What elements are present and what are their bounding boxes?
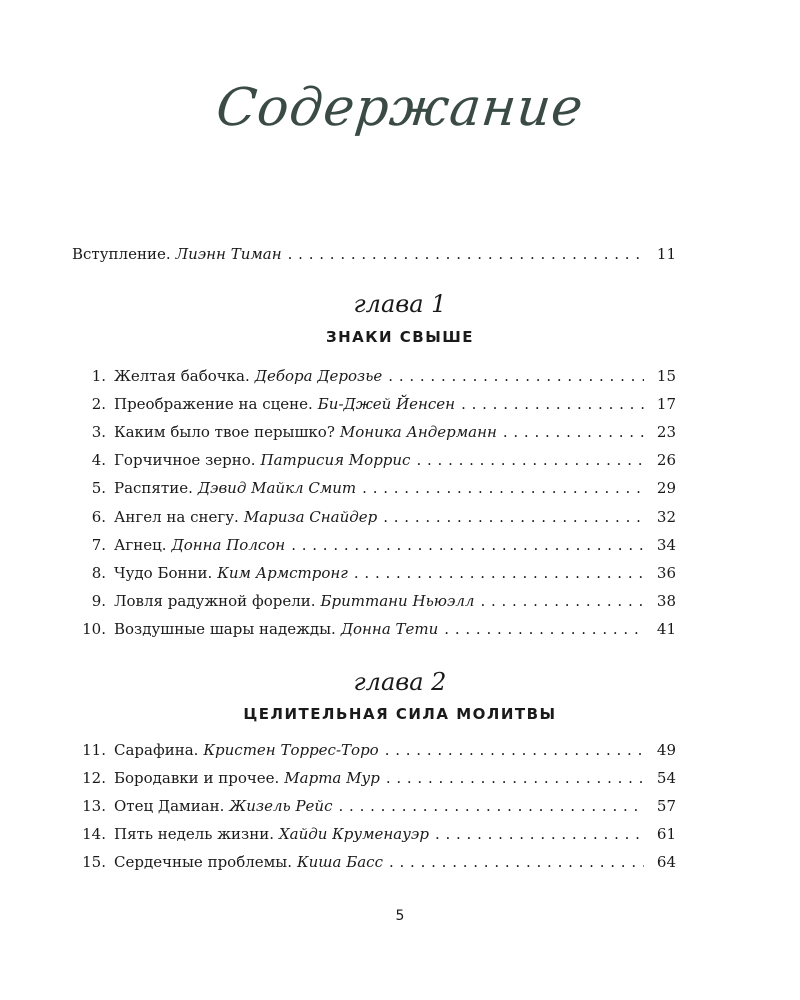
toc-entry[interactable] (72, 448, 676, 472)
entry-title: Желтая бабочка. (114, 367, 250, 385)
entry-title: Горчичное зерно. (114, 451, 256, 470)
entry-page: 54 (656, 769, 676, 788)
entry-title: Чудо Бонни. (114, 563, 213, 582)
toc-entry[interactable] (72, 617, 676, 641)
entry-author: Киша Басс (297, 853, 383, 872)
entry-page: 61 (656, 825, 676, 844)
entry-author: Моника Андерманн (339, 423, 497, 442)
entry-author: Мариза Снайдер (243, 507, 378, 526)
entry-author: Бриттани Ньюэлл (320, 591, 475, 610)
chapter-2-name: ЦЕЛИТЕЛЬНАЯ СИЛА МОЛИТВЫ (243, 705, 557, 723)
entry-page: 34 (656, 535, 676, 554)
entry-author: Донна Тети (340, 619, 439, 638)
toc-entry[interactable] (72, 364, 676, 388)
toc-entry[interactable] (72, 505, 676, 529)
entry-title: Вступление. (72, 245, 171, 263)
chapter-1-name: ЗНАКИ СВЫШЕ (325, 328, 475, 346)
entry-author: Лиэнн Тиман (175, 245, 282, 263)
entry-page: 26 (656, 451, 676, 470)
entry-page: 57 (656, 797, 676, 816)
dot-leader (388, 364, 644, 388)
entry-author: Кристен Торрес-Торо (203, 741, 379, 759)
entry-page: 36 (656, 563, 676, 582)
entry-number: 12. (82, 769, 106, 788)
entry-number: 11. (82, 741, 106, 759)
entry-page: 17 (656, 395, 676, 414)
entry-title: Сердечные проблемы. (114, 853, 293, 872)
entry-title: Сарафина. (114, 741, 199, 759)
toc-entry[interactable] (72, 738, 676, 762)
entry-title: Пять недель жизни. (114, 825, 274, 844)
entry-page: 11 (656, 245, 676, 263)
chapter-1-label: глава 1 (353, 290, 447, 318)
toc-entry[interactable] (72, 589, 676, 613)
entry-number: 13. (82, 797, 106, 816)
toc-entry[interactable] (72, 476, 676, 500)
entry-title: Отец Дамиан. (114, 797, 225, 816)
dot-leader (386, 766, 644, 790)
entry-author: Ким Армстронг (217, 563, 348, 582)
entry-author: Хайди Круменауэр (278, 825, 429, 844)
entry-number: 15. (82, 853, 106, 872)
entry-title: Агнец. (114, 535, 167, 554)
entry-number: 7. (91, 535, 106, 554)
dot-leader (385, 738, 644, 762)
entry-page: 41 (656, 619, 676, 638)
entry-number: 14. (82, 825, 106, 844)
dot-leader (288, 242, 644, 266)
entry-number: 10. (82, 619, 106, 638)
entry-number: 8. (91, 563, 106, 582)
entry-page: 15 (656, 367, 676, 385)
toc-entry[interactable] (72, 561, 676, 585)
toc-entry[interactable] (72, 420, 676, 444)
dot-leader (503, 420, 644, 444)
entry-title: Ловля радужной форели. (114, 591, 316, 610)
entry-number: 2. (91, 395, 106, 414)
dot-leader (389, 850, 644, 874)
chapter-2-label: глава 2 (353, 668, 447, 696)
dot-leader (339, 794, 645, 818)
dot-leader (354, 561, 644, 585)
entry-number: 3. (91, 423, 106, 442)
entry-title: Бородавки и прочее. (114, 769, 280, 788)
page-title: Содержание (213, 78, 587, 138)
entry-page: 49 (656, 741, 676, 759)
dot-leader (480, 589, 644, 613)
entry-page: 32 (656, 507, 676, 526)
entry-number: 9. (91, 591, 106, 610)
entry-title: Распятие. (114, 479, 193, 498)
entry-number: 1. (91, 367, 106, 385)
entry-title: Преображение на сцене. (114, 395, 313, 414)
dot-leader (444, 617, 644, 641)
dot-leader (291, 533, 644, 557)
entry-number: 4. (91, 451, 106, 470)
entry-number: 6. (91, 507, 106, 526)
dot-leader (362, 476, 644, 500)
entry-author: Дэвид Майкл Смит (197, 479, 357, 498)
entry-title: Ангел на снегу. (114, 507, 239, 526)
entry-author: Жизель Рейс (229, 797, 333, 816)
entry-page: 29 (656, 479, 676, 498)
entry-author: Патрисия Моррис (260, 451, 411, 470)
dot-leader (416, 448, 644, 472)
entry-number: 5. (91, 479, 106, 498)
entry-page: 23 (656, 423, 676, 442)
entry-author: Би-Джей Йенсен (317, 395, 456, 414)
toc-entry[interactable] (72, 533, 676, 557)
entry-page: 38 (656, 591, 676, 610)
toc-entry[interactable] (72, 794, 676, 818)
dot-leader (383, 505, 644, 529)
dot-leader (435, 822, 644, 846)
toc-entry-intro[interactable] (72, 242, 676, 266)
toc-entry[interactable] (72, 850, 676, 874)
entry-author: Донна Полсон (171, 535, 286, 554)
entry-author: Марта Мур (284, 769, 380, 788)
entry-page: 64 (656, 853, 676, 872)
entry-author: Дебора Дерозье (254, 367, 383, 385)
toc-entry[interactable] (72, 766, 676, 790)
toc-entry[interactable] (72, 822, 676, 846)
entry-title: Воздушные шары надежды. (114, 619, 336, 638)
entry-title: Каким было твое перышко? (114, 423, 335, 442)
page-number: 5 (395, 908, 405, 924)
dot-leader (461, 392, 644, 416)
toc-entry[interactable] (72, 392, 676, 416)
